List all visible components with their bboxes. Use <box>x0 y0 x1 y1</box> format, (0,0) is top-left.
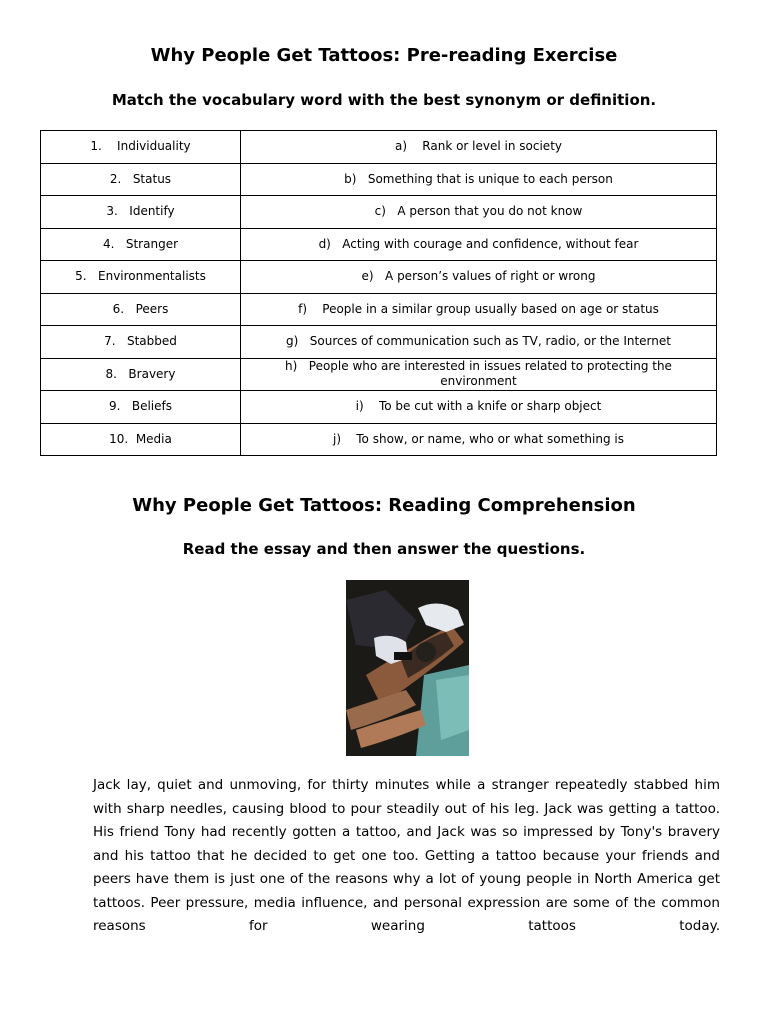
vocab-word: 2. Status <box>41 163 241 196</box>
vocab-definition: d) Acting with courage and confidence, without fear <box>241 228 717 261</box>
vocab-word: 9. Beliefs <box>41 391 241 424</box>
vocab-row <box>41 358 717 391</box>
vocab-definition: e) A person’s values of right or wrong <box>241 261 717 294</box>
vocab-row <box>41 326 717 359</box>
vocab-word: 6. Peers <box>41 293 241 326</box>
prereading-title: Why People Get Tattoos: Pre-reading Exercise <box>150 45 618 66</box>
vocab-row <box>41 131 717 164</box>
vocab-definition: b) Something that is unique to each person <box>241 163 717 196</box>
vocab-row <box>41 391 717 424</box>
vocab-word: 8. Bravery <box>41 358 241 391</box>
tattoo-photo <box>346 580 469 756</box>
vocab-word: 10. Media <box>41 423 241 456</box>
vocab-row <box>41 196 717 229</box>
prereading-instruction: Match the vocabulary word with the best synonym or definition. <box>111 91 657 109</box>
vocab-row <box>41 293 717 326</box>
vocab-definition: h) People who are interested in issues related to protecting the environment <box>241 358 717 391</box>
essay-paragraph: Jack lay, quiet and unmoving, for thirty minutes while a stranger repeatedly stabbed him with sharp needles, causing blood to pour steadily out of his leg. Jack was getting a tattoo. His friend Tony had recently gotten a tattoo, and Jack was so impressed by Tony's bravery and his tattoo that he decided to get one too. Getting a tattoo because your friends and peers have them is just one of the reasons why a lot of young people in North America get tattoos. Peer pressure, media influence, and personal expression are some of the common reasons for wearing tattoos today. <box>93 777 720 934</box>
vocab-word: 3. Identify <box>41 196 241 229</box>
vocab-row <box>41 423 717 456</box>
vocab-row <box>41 163 717 196</box>
vocab-word: 5. Environmentalists <box>41 261 241 294</box>
vocab-definition: i) To be cut with a knife or sharp object <box>241 391 717 424</box>
vocab-word: 7. Stabbed <box>41 326 241 359</box>
tattoo-illustration <box>346 580 469 756</box>
comprehension-instruction: Read the essay and then answer the questions. <box>182 540 586 558</box>
vocab-definition: g) Sources of communication such as TV, radio, or the Internet <box>241 326 717 359</box>
vocab-definition: c) A person that you do not know <box>241 196 717 229</box>
vocab-word: 4. Stranger <box>41 228 241 261</box>
comprehension-title: Why People Get Tattoos: Reading Comprehension <box>132 495 636 516</box>
vocab-row <box>41 261 717 294</box>
vocab-definition: a) Rank or level in society <box>241 131 717 164</box>
vocabulary-table <box>40 130 717 456</box>
vocab-row <box>41 228 717 261</box>
vocab-definition: j) To show, or name, who or what something is <box>241 423 717 456</box>
vocab-definition: f) People in a similar group usually based on age or status <box>241 293 717 326</box>
vocab-word: 1. Individuality <box>41 131 241 164</box>
